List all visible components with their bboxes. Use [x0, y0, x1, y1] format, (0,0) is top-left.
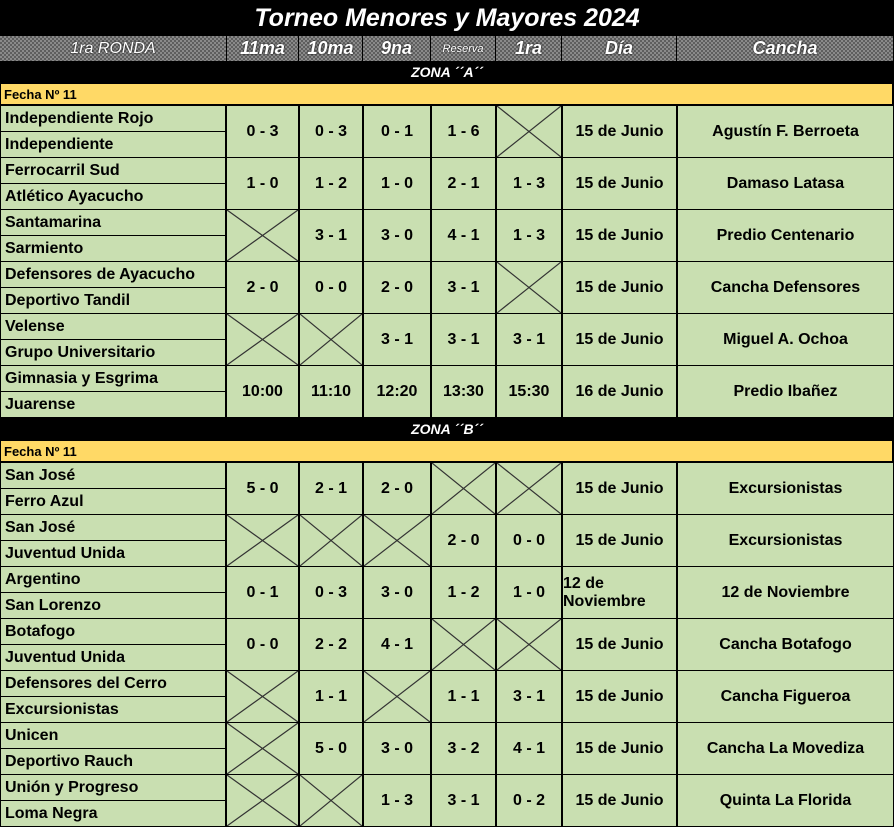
match-row: [0, 515, 894, 567]
score-11ma: 0 - 3: [227, 106, 298, 157]
cross-mark-icon: [497, 463, 561, 514]
cross-mark-icon: [227, 210, 298, 261]
score-10ma: 1 - 2: [300, 158, 362, 209]
cross-mark-icon: [300, 314, 362, 365]
away-team: Excursionistas: [1, 697, 225, 722]
cross-mark-icon: [364, 515, 430, 566]
score-reserva: 1 - 2: [432, 567, 495, 618]
score-1ra-not-played: [497, 463, 561, 514]
match-row: [0, 314, 894, 366]
score-1ra-not-played: [497, 106, 561, 157]
match-venue: Cancha La Movediza: [678, 723, 893, 774]
away-team: Independiente: [1, 132, 225, 157]
score-9na: 2 - 0: [364, 463, 430, 514]
score-9na: 12:20: [364, 366, 430, 417]
home-team: Unión y Progreso: [1, 775, 225, 800]
cross-mark-icon: [227, 515, 298, 566]
score-reserva: 1 - 6: [432, 106, 495, 157]
match-date: 15 de Junio: [563, 671, 676, 722]
score-1ra: 3 - 1: [497, 314, 561, 365]
match-venue: Cancha Figueroa: [678, 671, 893, 722]
score-1ra-not-played: [497, 619, 561, 670]
score-reserva-not-played: [432, 463, 495, 514]
match-venue: Excursionistas: [678, 515, 893, 566]
match-date: 15 de Junio: [563, 262, 676, 313]
zona-b-label: ZONA ´´B´´: [0, 418, 894, 440]
score-9na: 1 - 3: [364, 775, 430, 826]
score-reserva: 3 - 1: [432, 775, 495, 826]
away-team: Juventud Unida: [1, 541, 225, 566]
match-row: [0, 210, 894, 262]
score-10ma: 0 - 3: [300, 567, 362, 618]
home-team: Defensores de Ayacucho: [1, 262, 225, 287]
cross-mark-icon: [227, 671, 298, 722]
away-team: Juventud Unida: [1, 645, 225, 670]
match-date: 15 de Junio: [563, 210, 676, 261]
score-11ma: 2 - 0: [227, 262, 298, 313]
away-team: Ferro Azul: [1, 489, 225, 514]
match-date: 12 de Noviembre: [563, 567, 676, 618]
away-team: Sarmiento: [1, 236, 225, 261]
score-11ma-not-played: [227, 314, 298, 365]
score-11ma-not-played: [227, 671, 298, 722]
away-team: Deportivo Tandil: [1, 288, 225, 313]
score-1ra: 0 - 2: [497, 775, 561, 826]
score-reserva: 4 - 1: [432, 210, 495, 261]
cross-mark-icon: [364, 671, 430, 722]
cross-mark-icon: [227, 314, 298, 365]
header-dia: Día: [562, 36, 677, 61]
tournament-title: Torneo Menores y Mayores 2024: [0, 0, 894, 36]
match-date: 16 de Junio: [563, 366, 676, 417]
score-9na: 3 - 0: [364, 723, 430, 774]
score-reserva: 3 - 1: [432, 314, 495, 365]
score-reserva: 3 - 1: [432, 262, 495, 313]
score-1ra: 4 - 1: [497, 723, 561, 774]
home-team: Ferrocarril Sud: [1, 158, 225, 183]
header-cancha: Cancha: [677, 36, 894, 61]
score-9na: 1 - 0: [364, 158, 430, 209]
score-9na-not-played: [364, 515, 430, 566]
cross-mark-icon: [300, 515, 362, 566]
match-venue: Predio Centenario: [678, 210, 893, 261]
match-venue: Agustín F. Berroeta: [678, 106, 893, 157]
score-10ma-not-played: [300, 515, 362, 566]
score-1ra: 1 - 3: [497, 158, 561, 209]
match-date: 15 de Junio: [563, 314, 676, 365]
match-row: [0, 158, 894, 210]
cross-mark-icon: [432, 619, 495, 670]
match-date: 15 de Junio: [563, 106, 676, 157]
match-row: [0, 106, 894, 158]
match-row: [0, 775, 894, 827]
header-1ra: 1ra: [496, 36, 562, 61]
score-1ra-not-played: [497, 262, 561, 313]
score-11ma-not-played: [227, 210, 298, 261]
score-1ra: 1 - 3: [497, 210, 561, 261]
match-row: [0, 619, 894, 671]
home-team: Botafogo: [1, 619, 225, 644]
cross-mark-icon: [227, 723, 298, 774]
score-11ma-not-played: [227, 723, 298, 774]
match-venue: 12 de Noviembre: [678, 567, 893, 618]
header-reserva: Reserva: [431, 36, 496, 61]
score-reserva: 2 - 0: [432, 515, 495, 566]
score-11ma: 0 - 0: [227, 619, 298, 670]
home-team: Gimnasia y Esgrima: [1, 366, 225, 391]
match-venue: Excursionistas: [678, 463, 893, 514]
score-1ra: 15:30: [497, 366, 561, 417]
match-venue: Cancha Botafogo: [678, 619, 893, 670]
match-row: [0, 671, 894, 723]
cross-mark-icon: [227, 775, 298, 826]
cross-mark-icon: [300, 775, 362, 826]
score-9na: 4 - 1: [364, 619, 430, 670]
score-9na: 2 - 0: [364, 262, 430, 313]
away-team: Deportivo Rauch: [1, 749, 225, 774]
score-reserva: 13:30: [432, 366, 495, 417]
zona-b-fecha: Fecha Nº 11: [1, 441, 892, 461]
home-team: Independiente Rojo: [1, 106, 225, 131]
match-date: 15 de Junio: [563, 158, 676, 209]
score-11ma: 0 - 1: [227, 567, 298, 618]
away-team: Juarense: [1, 392, 225, 417]
score-11ma-not-played: [227, 515, 298, 566]
home-team: San José: [1, 463, 225, 488]
match-venue: Damaso Latasa: [678, 158, 893, 209]
cross-mark-icon: [497, 619, 561, 670]
match-row: [0, 723, 894, 775]
home-team: Defensores del Cerro: [1, 671, 225, 696]
score-11ma: 1 - 0: [227, 158, 298, 209]
score-reserva: 1 - 1: [432, 671, 495, 722]
score-reserva-not-played: [432, 619, 495, 670]
score-10ma: 11:10: [300, 366, 362, 417]
match-row: [0, 567, 894, 619]
score-10ma: 3 - 1: [300, 210, 362, 261]
score-1ra: 1 - 0: [497, 567, 561, 618]
score-11ma-not-played: [227, 775, 298, 826]
cross-mark-icon: [497, 106, 561, 157]
away-team: Grupo Universitario: [1, 340, 225, 365]
match-date: 15 de Junio: [563, 723, 676, 774]
match-date: 15 de Junio: [563, 619, 676, 670]
home-team: Velense: [1, 314, 225, 339]
header-ronda: 1ra RONDA: [0, 36, 227, 61]
match-row: [0, 262, 894, 314]
score-10ma-not-played: [300, 775, 362, 826]
score-10ma: 1 - 1: [300, 671, 362, 722]
score-1ra: 0 - 0: [497, 515, 561, 566]
match-date: 15 de Junio: [563, 463, 676, 514]
header-10ma: 10ma: [299, 36, 363, 61]
score-10ma: 5 - 0: [300, 723, 362, 774]
score-10ma: 0 - 3: [300, 106, 362, 157]
score-11ma: 5 - 0: [227, 463, 298, 514]
home-team: San José: [1, 515, 225, 540]
home-team: Unicen: [1, 723, 225, 748]
header-9na: 9na: [363, 36, 431, 61]
match-venue: Cancha Defensores: [678, 262, 893, 313]
score-10ma: 2 - 1: [300, 463, 362, 514]
cross-mark-icon: [497, 262, 561, 313]
match-date: 15 de Junio: [563, 515, 676, 566]
score-10ma-not-played: [300, 314, 362, 365]
away-team: Atlético Ayacucho: [1, 184, 225, 209]
match-row: [0, 366, 894, 418]
score-1ra: 3 - 1: [497, 671, 561, 722]
header-11ma: 11ma: [227, 36, 299, 61]
home-team: Santamarina: [1, 210, 225, 235]
match-venue: Predio Ibañez: [678, 366, 893, 417]
zona-a-fecha: Fecha Nº 11: [1, 84, 892, 104]
cross-mark-icon: [432, 463, 495, 514]
match-venue: Quinta La Florida: [678, 775, 893, 826]
home-team: Argentino: [1, 567, 225, 592]
score-reserva: 3 - 2: [432, 723, 495, 774]
score-10ma: 0 - 0: [300, 262, 362, 313]
away-team: San Lorenzo: [1, 593, 225, 618]
score-9na: 3 - 1: [364, 314, 430, 365]
away-team: Loma Negra: [1, 801, 225, 826]
score-9na: 3 - 0: [364, 210, 430, 261]
match-row: [0, 463, 894, 515]
match-venue: Miguel A. Ochoa: [678, 314, 893, 365]
zona-a-label: ZONA ´´A´´: [0, 61, 894, 83]
score-reserva: 2 - 1: [432, 158, 495, 209]
score-11ma: 10:00: [227, 366, 298, 417]
score-9na-not-played: [364, 671, 430, 722]
score-10ma: 2 - 2: [300, 619, 362, 670]
match-date: 15 de Junio: [563, 775, 676, 826]
score-9na: 3 - 0: [364, 567, 430, 618]
score-9na: 0 - 1: [364, 106, 430, 157]
